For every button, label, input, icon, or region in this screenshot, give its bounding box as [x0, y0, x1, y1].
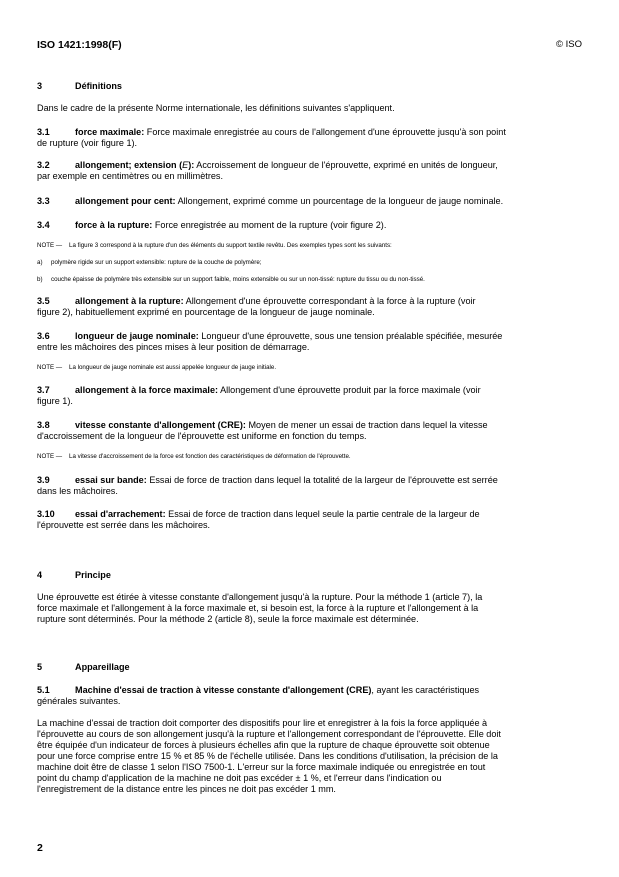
definition-3-3: 3.3 allongement pour cent: Allongement, exprimé comme un pourcentage de la longueur de jauge nominale. — [37, 196, 504, 206]
definition-3-8: 3.8 vitesse constante d'allongement (CRE): Moyen de mener un essai de traction dans lequel la vitesse d'accroissement de la longueur de l'éprouvette est uniforme en fonction du temps. — [37, 420, 488, 441]
definition-3-2: 3.2 allongement; extension (E): Accroissement de longueur de l'éprouvette, exprimé en unités de longueur, par exemple en centimètres ou en millimètres. — [37, 160, 498, 181]
document-id: ISO 1421:1998(F) — [37, 39, 122, 51]
note-3: NOTE — La vitesse d'accroissement de la force est fonction des caractéristiques de déformation de l'éprouvette. — [37, 453, 351, 460]
section-3-heading: 3 Définitions — [37, 81, 122, 91]
section-4-heading: 4 Principe — [37, 570, 111, 580]
copyright: © ISO — [555, 39, 582, 50]
definition-3-6: 3.6 longueur de jauge nominale: Longueur d'une éprouvette, sous une tension préalable spécifiée, mesurée entre les mâchoires des pinces mises à leur position de démarrage. — [37, 331, 503, 352]
note-1: NOTE — La figure 3 correspond à la rupture d'un des éléments du support textile revêtu. Des exemples types sont les suivants: a) polymère rigide sur un support extensible: rupture de la couche de polymère; b) couche épaisse de polymère très extensible sur un support faible, moins extensible ou sur un non-tissé: rupture du tissu ou du non-tissé. — [37, 242, 425, 283]
definition-3-10: 3.10 essai d'arrachement: Essai de force de traction dans lequel seule la partie centrale de la largeur de l'éprouvette est serrée dans les mâchoires. — [37, 509, 480, 530]
definition-3-9: 3.9 essai sur bande: Essai de force de traction dans lequel la totalité de la largeur de l'éprouvette est serrée dans les mâchoires. — [37, 475, 498, 496]
note-2: NOTE — La longueur de jauge nominale est aussi appelée longueur de jauge initiale. — [37, 364, 277, 371]
page-number: 2 — [37, 842, 43, 854]
definition-3-4: 3.4 force à la rupture: Force enregistrée au moment de la rupture (voir figure 2). — [37, 220, 387, 230]
page-header — [37, 39, 582, 53]
section-3-intro: Dans le cadre de la présente Norme internationale, les définitions suivantes s'appliquent. — [37, 103, 395, 113]
definition-3-1: 3.1 force maximale: Force maximale enregistrée au cours de l'allongement d'une éprouvette jusqu'à son point de rupture (voir figure 1). — [37, 127, 506, 148]
section-5-1-paragraph: La machine d'essai de traction doit comporter des dispositifs pour lire et enregistrer à la fois la force appliquée à l'éprouvette au cours de son allongement jusqu'à la rupture et l'allongement correspondant de l'éprouvette. Elle doit être équipée d'un indicateur de forces à plusieurs échelles afin que la rupture de chaque éprouvette soit obtenue pour une force comprise entre 15 % et 85 % de l'échelle utilisée. Dans les conditions d'utilisation, la précision de la machine doit être de classe 1 selon l'ISO 7500-1. L'erreur sur la force maximale indiquée ou enregistrée en tout point du champ d'application de la machine ne doit pas excéder ± 1 %, et l'erreur dans l'indication ou l'enregistrement de la distance entre les pinces ne doit pas excéder 1 mm. — [37, 718, 501, 794]
section-4-paragraph: Une éprouvette est étirée à vitesse constante d'allongement jusqu'à la rupture. Pour la méthode 1 (article 7), la force maximale et l'allongement à la force maximale et, si besoin est, la force à la rupture et l'allongement à la rupture sont déterminés. Pour la méthode 2 (article 8), seule la force maximale est déterminée. — [37, 592, 483, 624]
definition-3-5: 3.5 allongement à la rupture: Allongement d'une éprouvette correspondant à la force à la rupture (voir figure 2), habituellement exprimé en pourcentage de la longueur de jauge nominale. — [37, 296, 476, 317]
section-5-1: 5.1 Machine d'essai de traction à vitesse constante d'allongement (CRE), ayant les caractéristiques générales suivantes. — [37, 685, 480, 706]
definition-3-7: 3.7 allongement à la force maximale: Allongement d'une éprouvette produit par la force maximale (voir figure 1). — [37, 385, 481, 406]
section-5-heading: 5 Appareillage — [37, 662, 130, 672]
